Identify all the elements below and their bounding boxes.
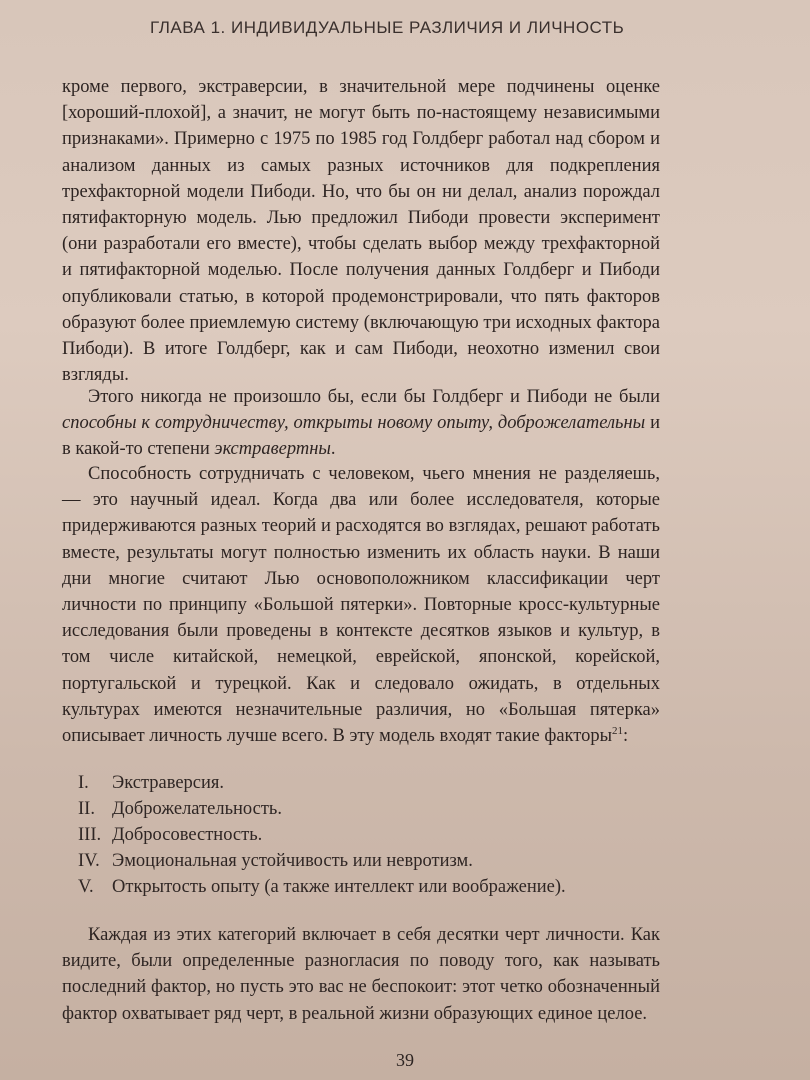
list-item-number: V. [78, 877, 94, 897]
list-item-number: II. [78, 799, 95, 819]
paragraph-2-part3: . [330, 439, 336, 460]
paragraph-4-text: Каждая из этих категорий включает в себя десятки черт личности. Как видите, были определенные разногласия по поводу того, как называть последний фактор, но пусть это вас не беспокоит: этот четко обозначенный фактор охватывает ряд черт, в реальной жизни образующих единое целое. [62, 925, 660, 1024]
list-item-text: Доброжелательность. [112, 799, 282, 819]
paragraph-2-part2: и в какой-то степени [62, 413, 661, 460]
list-item [78, 822, 638, 848]
paragraph-1 [62, 74, 660, 388]
list-item-text: Открытость опыту (а также интеллект или воображение). [112, 877, 566, 897]
paragraph-2-italic-extravert: экстравертны [214, 439, 331, 460]
factor-list [78, 770, 638, 900]
list-item [78, 874, 638, 900]
list-item-number: IV. [78, 851, 100, 871]
list-item [78, 770, 638, 796]
paragraph-3-body: Способность сотрудничать с человеком, чьего мнения не разделяешь, — это научный идеал. Когда два или более исследователя, которые придерживаются разных теорий и расходятся во взглядах, решают работать вместе, результаты могут полностью изменить их область науки. В наши дни многие считают Лью основоположником классификации черт личности по принципу «Большой пятерки». Повторные кросс-культурные исследования были проведены в контексте десятков языков и культур, в том числе китайской, немецкой, еврейской, японской, корейской, португальской и турецкой. Как и следовало ожидать, в отдельных культурах имеются незначительные различия, но «Большая пятерка» описывает личность лучше всего. В эту модель входят такие факторы [62, 464, 660, 747]
list-item [78, 796, 638, 822]
page-number: 39 [396, 1050, 414, 1070]
paragraph-1-text: кроме первого, экстраверсии, в значительной мере подчинены оценке [хороший-плохой], а значит, не могут быть по-настоящему независимыми признаками». Примерно с 1975 по 1985 год Голдберг работал над сбором и анализом данных из самых разных источников для подкрепления трехфакторной модели Пибоди. Но, что бы он ни делал, анализ порождал пятифакторную модель. Лью предложил Пибоди провести эксперимент (они разработали его вместе), чтобы сделать выбор между трехфакторной и пятифакторной моделью. После получения данных Голдберг и Пибоди опубликовали статью, в которой продемонстрировали, что пять факторов образуют более приемлемую систему (включающую три исходных фактора Пибоди). В итоге Голдберг, как и сам Пибоди, неохотно изменил свои взгляды. [62, 77, 660, 386]
paragraph-2-part1: Этого никогда не произошло бы, если бы Голдберг и Пибоди не были [88, 387, 660, 407]
paragraph-2-text [62, 384, 660, 463]
paragraph-3-end: : [623, 726, 629, 747]
list-item-text: Экстраверсия. [112, 773, 225, 793]
footnote-ref: 21 [612, 724, 624, 737]
list-item-number: I. [78, 773, 89, 793]
running-header: ГЛАВА 1. ИНДИВИДУАЛЬНЫЕ РАЗЛИЧИЯ И ЛИЧНОСТЬ [150, 18, 625, 37]
paragraph-4 [62, 922, 660, 1027]
paragraph-3-text [62, 461, 660, 749]
list-item-text: Эмоциональная устойчивость или невротизм. [112, 851, 473, 871]
paragraph-2 [62, 384, 660, 463]
list-item-text: Добросовестность. [112, 825, 263, 845]
list-item [78, 848, 638, 874]
paragraph-2-italic-traits: способны к сотрудничеству, открыты новому опыту, доброжелательны [62, 413, 646, 434]
list-item-number: III. [78, 825, 102, 845]
paragraph-3 [62, 461, 660, 749]
